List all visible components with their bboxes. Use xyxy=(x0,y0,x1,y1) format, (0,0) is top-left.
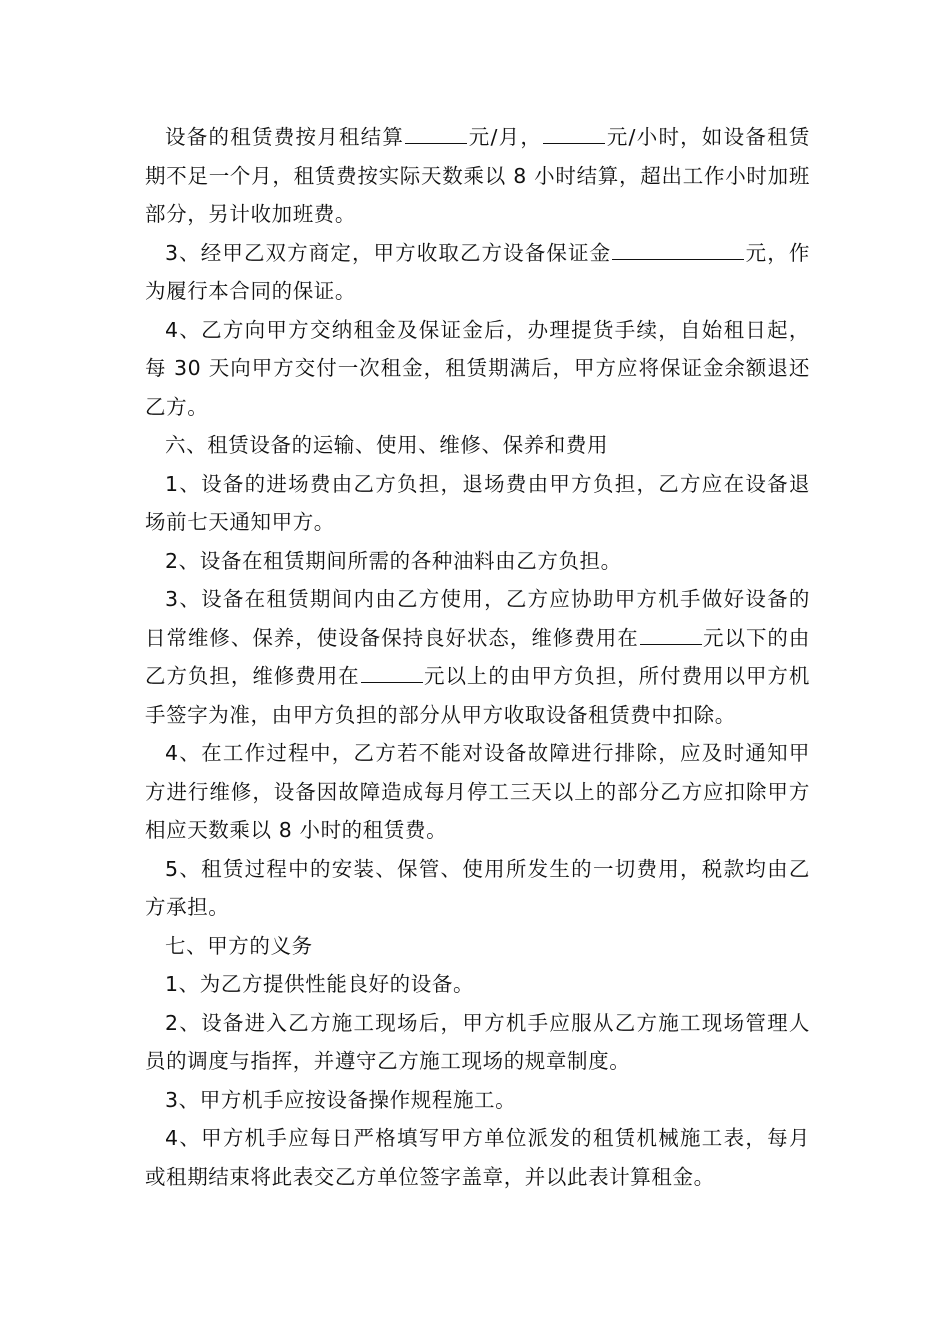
fill-blank-deposit-amount[interactable] xyxy=(612,237,744,260)
text-segment: 元以上的由甲方负担，所付费用以甲方机手签字为准，由甲方负担的部分从甲方收取设备租赁费中扣除。 xyxy=(145,664,810,727)
fill-blank-maintenance-upper[interactable] xyxy=(361,660,423,683)
fill-blank-monthly-rate[interactable] xyxy=(405,121,467,144)
paragraph-payment-terms: 4、乙方向甲方交纳租金及保证金后，办理提货手续，自始租日起，每 30 天向甲方交付一次租金，租赁期满后，甲方应将保证金余额退还乙方。 xyxy=(145,317,810,419)
text-segment: 元/月， xyxy=(468,125,543,149)
paragraph-provide-equipment: 1、为乙方提供性能良好的设备。 xyxy=(165,972,475,996)
fill-blank-hourly-rate[interactable] xyxy=(543,121,605,144)
text-segment: 3、经甲乙双方商定，甲方收取乙方设备保证金 xyxy=(165,240,612,265)
section-heading-six: 六、租赁设备的运输、使用、维修、保养和费用 xyxy=(165,433,609,457)
paragraph-operator-obey: 2、设备进入乙方施工现场后，甲方机手应服从乙方施工现场管理人员的调度与指挥，并遵守乙方施工现场的规章制度。 xyxy=(145,1010,810,1073)
paragraph-deposit xyxy=(145,234,810,311)
paragraph-fuel: 2、设备在租赁期间所需的各种油料由乙方负担。 xyxy=(165,548,622,573)
paragraph-rental-fee xyxy=(145,118,810,234)
paragraph-maintenance xyxy=(145,580,810,734)
paragraph-costs-taxes: 5、租赁过程中的安装、保管、使用所发生的一切费用，税款均由乙方承担。 xyxy=(145,856,810,919)
text-segment: 设备的租赁费按月租结算 xyxy=(165,125,405,149)
paragraph-entry-exit-fee: 1、设备的进场费由乙方负担，退场费由甲方负担，乙方应在设备退场前七天通知甲方。 xyxy=(145,471,810,534)
fill-blank-maintenance-lower[interactable] xyxy=(640,622,702,645)
paragraph-operating-rules: 3、甲方机手应按设备操作规程施工。 xyxy=(165,1087,517,1112)
paragraph-work-log: 4、甲方机手应每日严格填写甲方单位派发的租赁机械施工表，每月或租期结束将此表交乙方单位签字盖章，并以此表计算租金。 xyxy=(145,1126,810,1189)
text-segment: 3、设备在租赁期间内由乙方使用，乙方应协助甲方机手做好设备的日常维修、保养，使设备保持良好状态，维修费用在 xyxy=(145,587,810,650)
text-segment: 元，作为履行本合同的保证。 xyxy=(145,240,810,303)
document-page xyxy=(145,118,810,1196)
section-heading-seven: 七、甲方的义务 xyxy=(165,933,313,958)
text-segment: 元/小时，如设备租赁期不足一个月，租赁费按实际天数乘以 8 小时结算，超出工作小时加班部分，另计收加班费。 xyxy=(145,125,810,226)
paragraph-fault-handling: 4、在工作过程中，乙方若不能对设备故障进行排除，应及时通知甲方进行维修，设备因故障造成每月停工三天以上的部分乙方应扣除甲方相应天数乘以 8 小时的租赁费。 xyxy=(145,741,810,842)
text-segment: 元以下的由乙方负担，维修费用在 xyxy=(145,625,810,688)
